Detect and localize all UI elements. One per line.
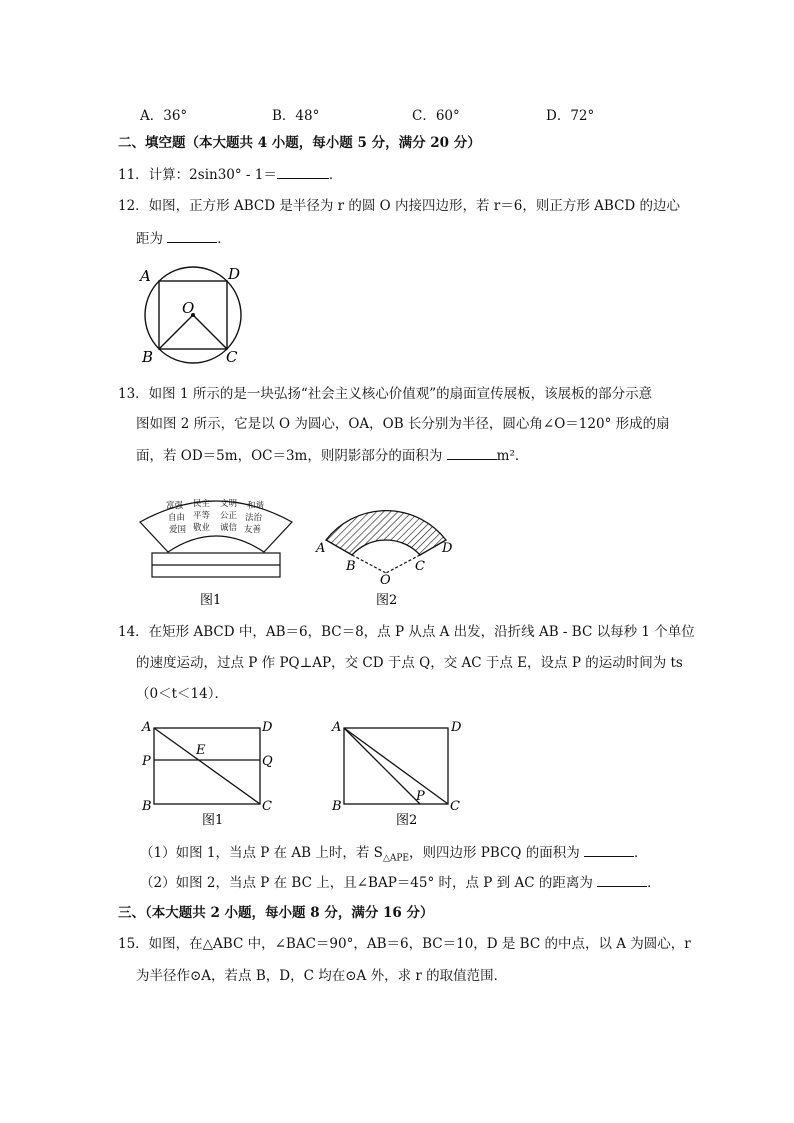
- label-a: A: [316, 541, 326, 556]
- q14-sub2-end: ．: [647, 875, 661, 891]
- q13-sector-figure: [312, 484, 468, 610]
- q14-sub1: [140, 842, 648, 869]
- question-11: [118, 164, 342, 185]
- q14-figure-1: [138, 716, 280, 830]
- q14-sub2-text: （2）如图 2，当点 P 在 BC 上，且∠BAP＝45° 时，点 P 到 AC 的距离为: [140, 875, 593, 891]
- section-3-heading: 三、（本大题共 2 小题，每小题 8 分，满分 16 分）: [118, 905, 434, 921]
- answer-blank: [277, 164, 329, 179]
- fan-word: 文明: [220, 499, 238, 509]
- figure-2-caption: 图2: [396, 813, 418, 828]
- label-a: A: [140, 267, 151, 285]
- q14-sub1-text2: ，则四边形 PBCQ 的面积为: [408, 845, 580, 861]
- q12-line2: [136, 228, 231, 249]
- label-d: D: [442, 541, 453, 556]
- choice-c: C．60°: [412, 108, 460, 124]
- answer-blank: [447, 445, 497, 460]
- fan-word: 自由: [168, 513, 186, 523]
- fan-word: 富强: [166, 501, 184, 511]
- q14-line1: 14．在矩形 ABCD 中，AB＝6，BC＝8，点 P 从点 A 出发，沿折线 AB - BC 以每秒 1 个单位: [118, 624, 695, 640]
- segment-ob: [159, 315, 193, 349]
- q11-text: 11．计算：2sin30° - 1＝: [118, 167, 277, 183]
- label-b: B: [142, 799, 152, 814]
- label-b: B: [332, 799, 342, 814]
- fan-word: 爱国: [169, 525, 187, 535]
- diagonal-ac: [344, 728, 448, 804]
- choice-a: A．36°: [140, 108, 188, 124]
- label-o: O: [182, 299, 195, 317]
- q13-fan-board-figure: [136, 484, 296, 610]
- q13-line3-text: 面，若 OD＝5m，OC＝3m，则阴影部分的面积为: [136, 448, 443, 464]
- label-a: A: [142, 720, 152, 735]
- answer-blank: [597, 872, 647, 887]
- segment-oc: [193, 315, 227, 349]
- fan-word: 平等: [193, 511, 211, 521]
- answer-blank: [584, 842, 634, 857]
- fan-word: 法治: [245, 513, 263, 523]
- label-a: A: [332, 720, 342, 735]
- q13-line1: 13．如图 1 所示的是一块弘扬“社会主义核心价值观”的扇面宣传展板，该展板的部分示意: [118, 386, 653, 402]
- label-d: D: [262, 720, 273, 735]
- q12-line2-end: ．: [217, 231, 231, 247]
- label-e: E: [196, 743, 206, 758]
- label-p: P: [142, 754, 151, 769]
- q14-line2: 的速度运动，过点 P 作 PQ⊥AP，交 CD 于点 Q，交 AC 于点 E，设点 P 的运动时间为 ts: [136, 655, 683, 671]
- section-fill-in-heading: 二、填空题（本大题共 4 小题，每小题 5 分，满分 20 分）: [118, 135, 481, 151]
- q14-figure-2: [330, 716, 472, 830]
- q14-sub1-end: ．: [634, 845, 648, 861]
- choice-d: D．72°: [546, 108, 595, 124]
- label-p: P: [416, 789, 425, 804]
- q15-line1: 15．如图，在△ABC 中，∠BAC＝90°，AB＝6，BC＝10，D 是 BC 的中点，以 A 为圆心，r: [118, 936, 691, 952]
- radius-ob: [352, 555, 386, 573]
- fan-word: 友善: [244, 525, 262, 535]
- figure-2-caption: 图2: [376, 593, 398, 608]
- q11-end: ．: [328, 167, 343, 183]
- segment-ap: [344, 728, 420, 804]
- q13-line2: 图如图 2 所示，它是以 O 为圆心，OA，OB 长分别为半径，圆心角∠O＝120° 形成的扇: [136, 416, 670, 432]
- q14-sub1-subscript: △APE: [382, 853, 409, 864]
- choice-b: B．48°: [272, 108, 320, 124]
- q12-line2-text: 距为: [136, 231, 163, 247]
- figure-1-caption: 图1: [202, 813, 224, 828]
- answer-blank: [167, 228, 217, 243]
- shaded-region: [326, 511, 446, 555]
- figure-1-caption: 图1: [200, 593, 222, 608]
- q12-circle-square-figure: [132, 262, 262, 374]
- fan-word: 敬业: [193, 523, 211, 533]
- fan-shape: [140, 501, 292, 552]
- q12-line1: 12．如图，正方形 ABCD 是半径为 r 的圆 O 内接四边形，若 r＝6，则正方形 ABCD 的边心: [118, 198, 681, 214]
- label-o: O: [380, 573, 391, 588]
- label-c: C: [262, 799, 272, 814]
- q13-line3: [136, 445, 528, 466]
- q14-sub2: [140, 872, 661, 893]
- fan-word: 诚信: [220, 523, 238, 533]
- q13-unit: m²．: [496, 448, 529, 464]
- diagonal-ac: [154, 728, 260, 804]
- label-c: C: [415, 559, 425, 574]
- fan-word: 和谐: [247, 501, 265, 511]
- label-b: B: [142, 348, 154, 366]
- label-b: B: [346, 559, 356, 574]
- label-d: D: [228, 265, 241, 283]
- fan-word: 民主: [193, 499, 211, 509]
- fan-word: 公正: [220, 511, 238, 521]
- label-c: C: [226, 348, 238, 366]
- q14-line3: （0＜t＜14）．: [136, 686, 228, 702]
- q15-line2: 为半径作⊙A，若点 B，D，C 均在⊙A 外，求 r 的取值范围．: [136, 968, 508, 984]
- label-q: Q: [262, 754, 273, 769]
- q14-sub1-text: （1）如图 1，当点 P 在 AB 上时，若 S: [140, 845, 383, 861]
- label-c: C: [450, 799, 460, 814]
- label-d: D: [451, 720, 462, 735]
